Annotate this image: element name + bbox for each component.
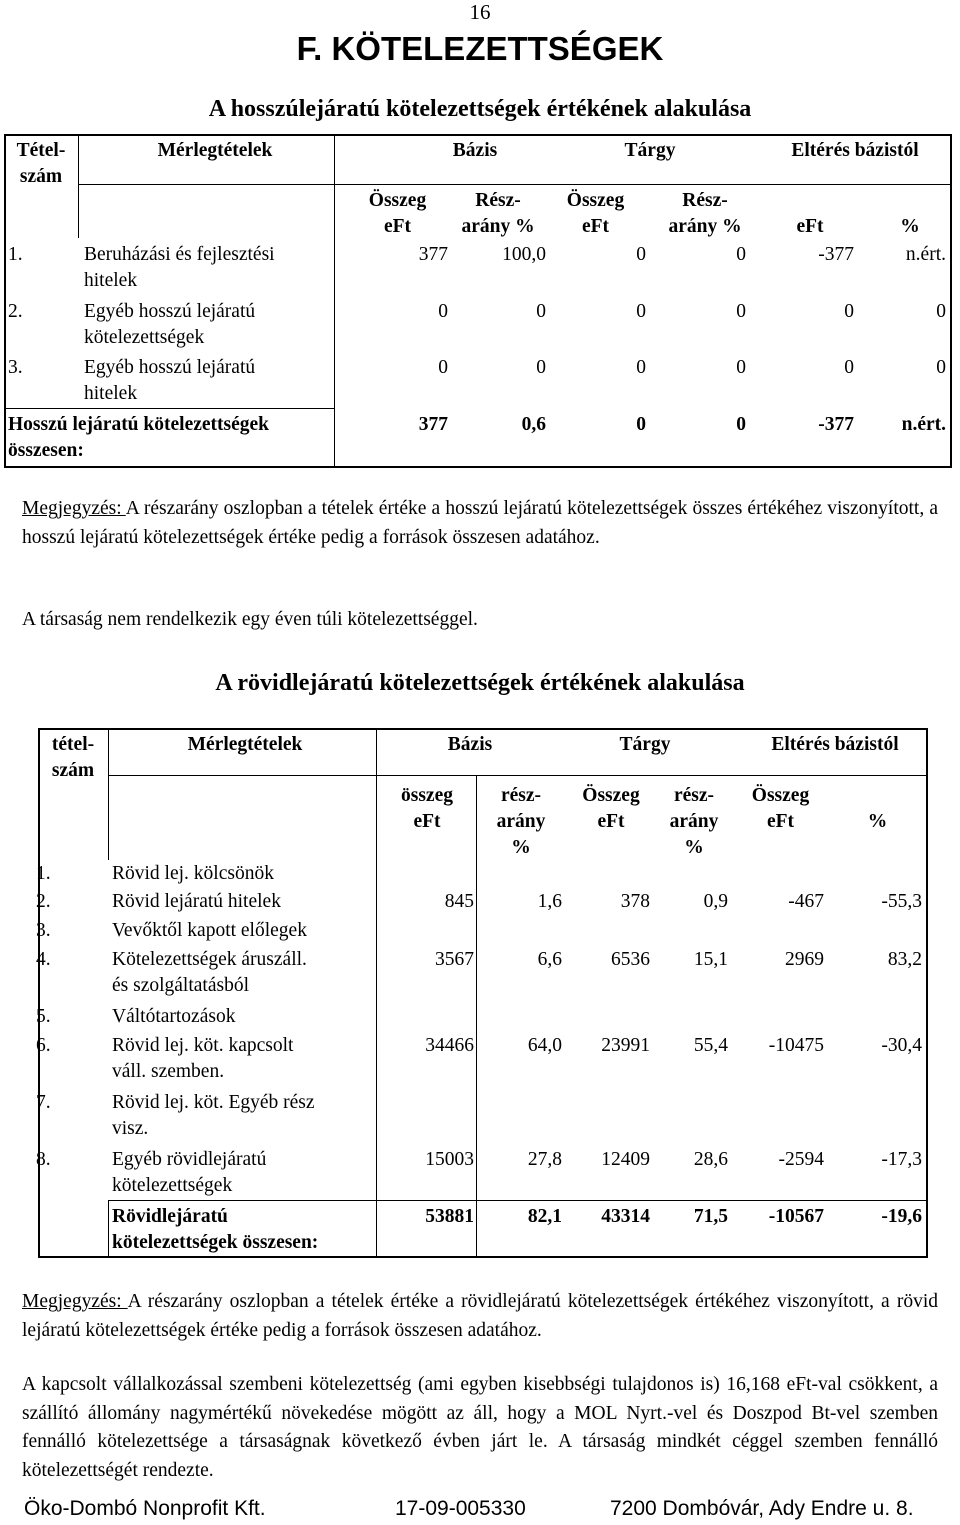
cell-value: 845 [444, 891, 474, 912]
cell-value: 23991 [601, 1035, 650, 1056]
cell-value: 0 [736, 301, 746, 322]
table-border [4, 134, 952, 136]
table-gridline [476, 775, 477, 1256]
cell-value: 0 [936, 301, 946, 322]
statement-no-long-term: A társaság nem rendelkezik egy éven túli kötelezettséggel. [22, 609, 478, 630]
note-label: Megjegyzés: [22, 498, 126, 519]
table-gridline [78, 184, 950, 185]
total-label: Hosszú lejáratú kötelezettségek összesen: [8, 414, 270, 461]
cell-value: 6536 [611, 949, 650, 970]
table-gridline [78, 134, 79, 238]
total-value: 0,6 [521, 414, 546, 435]
total-value: -377 [818, 414, 854, 435]
row-label: Egyéb hosszú lejáratú hitelek [84, 357, 256, 404]
footer-registration: 17-09-005330 [395, 1497, 526, 1520]
subheader-elteres-pct: % [867, 811, 888, 832]
table-border [4, 466, 952, 468]
total-value: 71,5 [693, 1206, 728, 1227]
total-value: 377 [418, 414, 448, 435]
row-number: 1. [8, 244, 23, 265]
cell-value: 34466 [425, 1035, 474, 1056]
table-border [4, 134, 6, 468]
row-number: 3. [36, 920, 51, 941]
subheader-targy-reszarany: Rész- arány % [668, 190, 742, 237]
table-border [38, 728, 928, 730]
col-header-merlegtetelek: Mérlegtételek [187, 734, 303, 755]
subheader-targy-osszeg: Összeg eFt [582, 785, 640, 832]
cell-value: 0 [438, 357, 448, 378]
footer-company: Öko-Dombó Nonprofit Kft. [24, 1497, 266, 1520]
cell-value: 0,9 [703, 891, 728, 912]
cell-value: 3567 [435, 949, 474, 970]
total-value: 43314 [601, 1206, 650, 1227]
row-number: 4. [36, 949, 51, 970]
row-label: Váltótartozások [112, 1006, 236, 1027]
cell-value: -467 [788, 891, 824, 912]
row-label: Egyéb hosszú lejáratú kötelezettségek [84, 301, 256, 348]
cell-value: -377 [818, 244, 854, 265]
total-value: -19,6 [881, 1206, 922, 1227]
total-value: 53881 [425, 1206, 474, 1227]
cell-value: 377 [418, 244, 448, 265]
cell-value: 27,8 [527, 1149, 562, 1170]
row-number: 2. [8, 301, 23, 322]
cell-value: 6,6 [537, 949, 562, 970]
row-label: Rövid lej. köt. kapcsolt váll. szemben. [112, 1035, 294, 1082]
subheader-elteres-pct: % [900, 216, 920, 237]
table-border [38, 1256, 928, 1258]
subheader-targy-reszarany: rész- arány % [669, 785, 719, 858]
col-header-bazis: Bázis [447, 734, 493, 755]
col-header-targy: Tárgy [624, 140, 676, 161]
cell-value: 100,0 [502, 244, 546, 265]
table-gridline [108, 1200, 926, 1201]
total-value: n.ért. [901, 414, 946, 435]
cell-value: n.ért. [905, 244, 946, 265]
row-label: Rövid lej. kölcsönök [112, 863, 274, 884]
cell-value: -55,3 [881, 891, 922, 912]
row-label: Kötelezettségek áruszáll. és szolgáltatásból [112, 949, 307, 996]
total-value: 0 [736, 414, 746, 435]
footer-address: 7200 Dombóvár, Ady Endre u. 8. [610, 1497, 914, 1520]
cell-value: 83,2 [887, 949, 922, 970]
cell-value: -17,3 [881, 1149, 922, 1170]
chapter-title: F. KÖTELEZETTSÉGEK [296, 30, 664, 67]
row-number: 6. [36, 1035, 51, 1056]
subheader-elteres-osszeg: Összeg eFt [751, 785, 810, 832]
cell-value: 0 [636, 301, 646, 322]
table-gridline [376, 728, 377, 1256]
table-gridline [4, 408, 334, 409]
total-value: -10567 [768, 1206, 824, 1227]
cell-value: 1,6 [537, 891, 562, 912]
page-number: 16 [469, 0, 491, 24]
note-short-term [22, 1288, 938, 1345]
cell-value: 0 [844, 357, 854, 378]
total-value: 82,1 [527, 1206, 562, 1227]
subheader-targy-osszeg: Összeg eFt [566, 190, 625, 237]
cell-value: -30,4 [881, 1035, 922, 1056]
cell-value: 0 [844, 301, 854, 322]
cell-value: 0 [438, 301, 448, 322]
table-gridline [108, 728, 109, 860]
col-header-elteres: Eltérés bázistól [791, 140, 919, 161]
row-number: 3. [8, 357, 23, 378]
row-label: Vevőktől kapott előlegek [112, 920, 307, 941]
long-term-title: A hosszúlejáratú kötelezettségek értékének alakulása [208, 96, 752, 122]
short-term-title: A rövidlejáratú kötelezettségek értékének alakulása [215, 670, 745, 696]
cell-value: 0 [536, 357, 546, 378]
cell-value: -2594 [778, 1149, 824, 1170]
row-label: Egyéb rövidlejáratú kötelezettségek [112, 1149, 267, 1196]
total-label: Rövidlejáratú kötelezettségek összesen: [112, 1206, 319, 1253]
cell-value: 378 [620, 891, 650, 912]
cell-value: 0 [536, 301, 546, 322]
note-long-term [22, 495, 938, 552]
subheader-bazis-osszeg: összeg eFt [401, 785, 453, 832]
row-label: Rövid lejáratú hitelek [112, 891, 281, 912]
cell-value: -10475 [768, 1035, 824, 1056]
cell-value: 0 [636, 244, 646, 265]
table-border [950, 134, 952, 468]
cell-value: 2969 [785, 949, 824, 970]
row-number: 5. [36, 1006, 51, 1027]
col-header-targy: Tárgy [619, 734, 671, 755]
cell-value: 64,0 [527, 1035, 562, 1056]
subheader-bazis-reszarany: Rész- arány % [461, 190, 535, 237]
cell-value: 0 [636, 357, 646, 378]
note-label: Megjegyzés: [22, 1291, 128, 1312]
row-number: 1. [36, 863, 51, 884]
col-header-bazis: Bázis [452, 140, 498, 161]
row-number: 2. [36, 891, 51, 912]
note-text: A részarány oszlopban a tételek értéke a rövidlejáratú kötelezettségek értékéhez viszonyított, a rövid lejáratú kötelezettségek értéke pedig a források összesen adatához. [22, 1291, 938, 1341]
row-label: Rövid lej. köt. Egyéb rész visz. [112, 1092, 315, 1139]
table-border [926, 728, 928, 1258]
row-number: 8. [36, 1149, 51, 1170]
subheader-bazis-osszeg: Összeg eFt [368, 190, 427, 237]
note-text: A részarány oszlopban a tételek értéke a hosszú lejáratú kötelezettségek összes értékéhez viszonyított, a hosszú lejáratú kötelezettségek értéke pedig a források összesen adatához. [22, 498, 938, 548]
row-number: 7. [36, 1092, 51, 1113]
total-value: 0 [636, 414, 646, 435]
explanation-paragraph: A kapcsolt vállalkozással szembeni kötelezettség (ami egyben kisebbségi tulajdonos is) 16,168 eFt-val csökkent, a szállító állomány nagymértékű növekedése mögött az áll, hogy a MOL Nyrt.-vel és Doszpod Bt-vel szemben fennálló kötelezettsége a társaságnak következő évben járt le. A társaság mindkét céggel szemben fennálló kötelezettségét rendezte. [22, 1374, 938, 1481]
col-header-elteres: Eltérés bázistól [771, 734, 899, 755]
col-header-tetel: Tétel- szám [16, 140, 66, 187]
cell-value: 15003 [425, 1149, 474, 1170]
cell-value: 0 [736, 244, 746, 265]
subheader-elteres-eft: eFt [796, 216, 824, 237]
row-label: Beruházási és fejlesztési hitelek [84, 244, 275, 291]
cell-value: 0 [736, 357, 746, 378]
cell-value: 15,1 [693, 949, 728, 970]
table-border [38, 728, 40, 1258]
table-gridline [108, 1200, 109, 1256]
cell-value: 28,6 [693, 1149, 728, 1170]
table-gridline [108, 775, 926, 776]
cell-value: 55,4 [693, 1035, 728, 1056]
cell-value: 0 [936, 357, 946, 378]
col-header-tetel: tétel- szám [51, 734, 95, 781]
subheader-bazis-reszarany: rész- arány % [496, 785, 546, 858]
col-header-merlegtetelek: Mérlegtételek [157, 140, 273, 161]
cell-value: 12409 [601, 1149, 650, 1170]
